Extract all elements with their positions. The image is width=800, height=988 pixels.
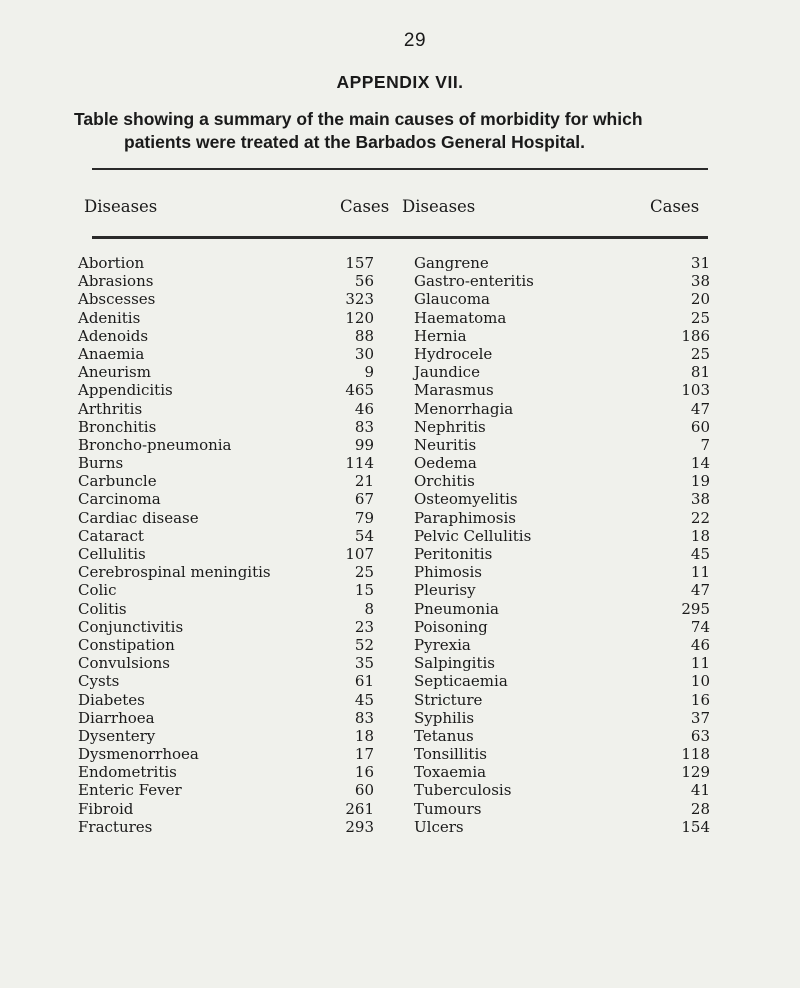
table-row <box>0 781 800 799</box>
disease-right-cell: Pleurisy <box>414 581 476 600</box>
table-row <box>0 600 800 618</box>
cases-right-cell: 46 <box>690 635 710 654</box>
table-row <box>0 418 800 436</box>
disease-left-cell: Diabetes <box>78 690 145 709</box>
cases-left-cell: 18 <box>354 726 374 745</box>
disease-right-cell: Pelvic Cellulitis <box>414 526 532 545</box>
table-row <box>0 436 800 454</box>
disease-right-cell: Gangrene <box>414 254 489 272</box>
disease-right-cell: Poisoning <box>414 617 488 636</box>
cases-right-cell: 118 <box>681 745 710 764</box>
disease-left-cell: Adenoids <box>78 326 149 345</box>
cases-right-cell: 11 <box>690 654 710 673</box>
disease-right-cell: Nephritis <box>414 417 486 436</box>
disease-left-cell: Burns <box>78 454 124 473</box>
cases-left-cell: 79 <box>354 508 374 527</box>
header-cases-left: Cases <box>340 197 390 216</box>
disease-left-cell: Colic <box>78 581 117 600</box>
disease-left-cell: Dysentery <box>78 726 156 745</box>
cases-right-cell: 47 <box>690 581 710 600</box>
disease-left-cell: Dysmenorrhoea <box>78 745 199 764</box>
table-row <box>0 363 800 381</box>
cases-right-cell: 41 <box>690 781 710 800</box>
cases-left-cell: 88 <box>354 326 374 345</box>
header-diseases-left: Diseases <box>84 197 158 216</box>
disease-right-cell: Gastro-enteritis <box>414 272 534 291</box>
cases-left-cell: 323 <box>345 290 374 309</box>
cases-left-cell: 293 <box>345 817 374 836</box>
table-row <box>0 745 800 763</box>
disease-right-cell: Menorrhagia <box>414 399 514 418</box>
table-row <box>0 545 800 563</box>
disease-right-cell: Hydrocele <box>414 344 493 363</box>
table-row <box>0 454 800 472</box>
disease-left-cell: Cataract <box>78 526 144 545</box>
header-cases-right: Cases <box>650 197 700 216</box>
cases-left-cell: 9 <box>364 363 374 382</box>
table-row <box>0 272 800 290</box>
cases-left-cell: 83 <box>354 417 374 436</box>
cases-left-cell: 114 <box>345 454 374 473</box>
disease-left-cell: Carcinoma <box>78 490 161 509</box>
cases-right-cell: 22 <box>690 508 710 527</box>
cases-right-cell: 19 <box>690 472 710 491</box>
cases-right-cell: 63 <box>690 726 710 745</box>
table-row <box>0 254 800 272</box>
disease-right-cell: Septicaemia <box>414 672 508 691</box>
cases-left-cell: 8 <box>364 599 374 618</box>
cases-left-cell: 17 <box>354 745 374 764</box>
disease-left-cell: Arthritis <box>78 399 143 418</box>
disease-left-cell: Enteric Fever <box>78 781 182 800</box>
cases-right-cell: 10 <box>690 672 710 691</box>
cases-right-cell: 129 <box>681 763 710 782</box>
table-row <box>0 309 800 327</box>
disease-right-cell: Ulcers <box>414 817 464 836</box>
cases-right-cell: 14 <box>690 454 710 473</box>
cases-left-cell: 157 <box>345 254 374 272</box>
cases-left-cell: 99 <box>354 435 374 454</box>
cases-right-cell: 74 <box>690 617 710 636</box>
table-row <box>0 400 800 418</box>
table-row <box>0 490 800 508</box>
disease-left-cell: Cellulitis <box>78 545 146 563</box>
table-row <box>0 563 800 581</box>
appendix-title: APPENDIX VII. <box>336 72 464 92</box>
table-row <box>0 290 800 308</box>
table-row <box>0 709 800 727</box>
cases-left-cell: 16 <box>354 763 374 782</box>
disease-right-cell: Salpingitis <box>414 654 495 673</box>
disease-left-cell: Bronchitis <box>78 417 157 436</box>
cases-left-cell: 61 <box>354 672 374 691</box>
disease-left-cell: Cysts <box>78 672 120 691</box>
disease-right-cell: Tumours <box>414 799 482 818</box>
disease-left-cell: Abscesses <box>78 290 156 309</box>
cases-right-cell: 11 <box>690 563 710 582</box>
table-header-rule <box>92 236 708 239</box>
disease-right-cell: Syphilis <box>414 708 475 727</box>
table-row <box>0 345 800 363</box>
cases-right-cell: 60 <box>690 417 710 436</box>
disease-left-cell: Fibroid <box>78 799 134 818</box>
cases-right-cell: 20 <box>690 290 710 309</box>
disease-right-cell: Tetanus <box>414 726 474 745</box>
cases-right-cell: 38 <box>690 490 710 509</box>
disease-left-cell: Broncho-pneumonia <box>78 435 232 454</box>
table-row <box>0 381 800 399</box>
disease-left-cell: Appendicitis <box>78 381 173 400</box>
table-row <box>0 509 800 527</box>
disease-right-cell: Glaucoma <box>414 290 490 309</box>
table-row <box>0 472 800 490</box>
cases-right-cell: 7 <box>700 435 710 454</box>
cases-left-cell: 46 <box>354 399 374 418</box>
disease-left-cell: Fractures <box>78 817 153 836</box>
table-row <box>0 672 800 690</box>
cases-left-cell: 261 <box>345 799 374 818</box>
disease-right-cell: Stricture <box>414 690 483 709</box>
disease-right-cell: Neuritis <box>414 435 477 454</box>
cases-left-cell: 83 <box>354 708 374 727</box>
table-top-rule <box>92 168 708 170</box>
disease-right-cell: Tonsillitis <box>414 745 487 764</box>
table-row <box>0 654 800 672</box>
cases-right-cell: 45 <box>690 545 710 563</box>
cases-right-cell: 47 <box>690 399 710 418</box>
disease-left-cell: Cardiac disease <box>78 508 199 527</box>
cases-left-cell: 21 <box>354 472 374 491</box>
cases-left-cell: 54 <box>354 526 374 545</box>
cases-left-cell: 52 <box>354 635 374 654</box>
disease-right-cell: Orchitis <box>414 472 475 491</box>
disease-left-cell: Aneurism <box>78 363 151 382</box>
disease-left-cell: Endometritis <box>78 763 177 782</box>
cases-left-cell: 15 <box>354 581 374 600</box>
disease-left-cell: Constipation <box>78 635 175 654</box>
cases-left-cell: 25 <box>354 563 374 582</box>
disease-right-cell: Jaundice <box>414 363 480 382</box>
disease-right-cell: Oedema <box>414 454 477 473</box>
cases-right-cell: 186 <box>681 326 710 345</box>
table-row <box>0 636 800 654</box>
cases-left-cell: 30 <box>354 344 374 363</box>
disease-left-cell: Carbuncle <box>78 472 157 491</box>
disease-right-cell: Osteomyelitis <box>414 490 518 509</box>
cases-left-cell: 35 <box>354 654 374 673</box>
cases-left-cell: 107 <box>345 545 374 563</box>
disease-right-cell: Phimosis <box>414 563 482 582</box>
disease-left-cell: Diarrhoea <box>78 708 155 727</box>
disease-right-cell: Peritonitis <box>414 545 493 563</box>
cases-left-cell: 67 <box>354 490 374 509</box>
disease-left-cell: Abortion <box>78 254 145 272</box>
disease-right-cell: Toxaemia <box>414 763 487 782</box>
cases-left-cell: 45 <box>354 690 374 709</box>
table-body <box>0 254 800 836</box>
cases-right-cell: 81 <box>690 363 710 382</box>
cases-right-cell: 295 <box>681 599 710 618</box>
disease-left-cell: Convulsions <box>78 654 170 673</box>
cases-left-cell: 23 <box>354 617 374 636</box>
table-row <box>0 527 800 545</box>
disease-right-cell: Haematoma <box>414 308 507 327</box>
table-row <box>0 763 800 781</box>
table-caption <box>74 108 774 154</box>
disease-left-cell: Conjunctivitis <box>78 617 184 636</box>
cases-right-cell: 103 <box>681 381 710 400</box>
cases-right-cell: 18 <box>690 526 710 545</box>
cases-left-cell: 56 <box>354 272 374 291</box>
disease-left-cell: Adenitis <box>78 308 141 327</box>
cases-right-cell: 25 <box>690 308 710 327</box>
header-diseases-right: Diseases <box>402 197 476 216</box>
disease-left-cell: Anaemia <box>78 344 145 363</box>
table-row <box>0 691 800 709</box>
table-row <box>0 800 800 818</box>
cases-right-cell: 37 <box>690 708 710 727</box>
disease-right-cell: Pyrexia <box>414 635 471 654</box>
cases-right-cell: 28 <box>690 799 710 818</box>
cases-right-cell: 16 <box>690 690 710 709</box>
caption-line-2: patients were treated at the Barbados General Hospital. <box>124 132 585 152</box>
disease-right-cell: Pneumonia <box>414 599 499 618</box>
table-row <box>0 581 800 599</box>
disease-right-cell: Hernia <box>414 326 467 345</box>
cases-left-cell: 60 <box>354 781 374 800</box>
table-row <box>0 727 800 745</box>
disease-right-cell: Tuberculosis <box>414 781 512 800</box>
table-row <box>0 327 800 345</box>
cases-right-cell: 31 <box>690 254 710 272</box>
cases-right-cell: 38 <box>690 272 710 291</box>
cases-right-cell: 154 <box>681 817 710 836</box>
disease-left-cell: Abrasions <box>78 272 154 291</box>
cases-left-cell: 465 <box>345 381 374 400</box>
disease-right-cell: Marasmus <box>414 381 494 400</box>
disease-right-cell: Paraphimosis <box>414 508 516 527</box>
table-row <box>0 818 800 836</box>
page-number: 29 <box>403 30 427 51</box>
cases-right-cell: 25 <box>690 344 710 363</box>
cases-left-cell: 120 <box>345 308 374 327</box>
caption-line-1: Table showing a summary of the main causes of morbidity for which <box>74 109 643 129</box>
table-row <box>0 618 800 636</box>
disease-left-cell: Cerebrospinal meningitis <box>78 563 271 582</box>
disease-left-cell: Colitis <box>78 599 127 618</box>
